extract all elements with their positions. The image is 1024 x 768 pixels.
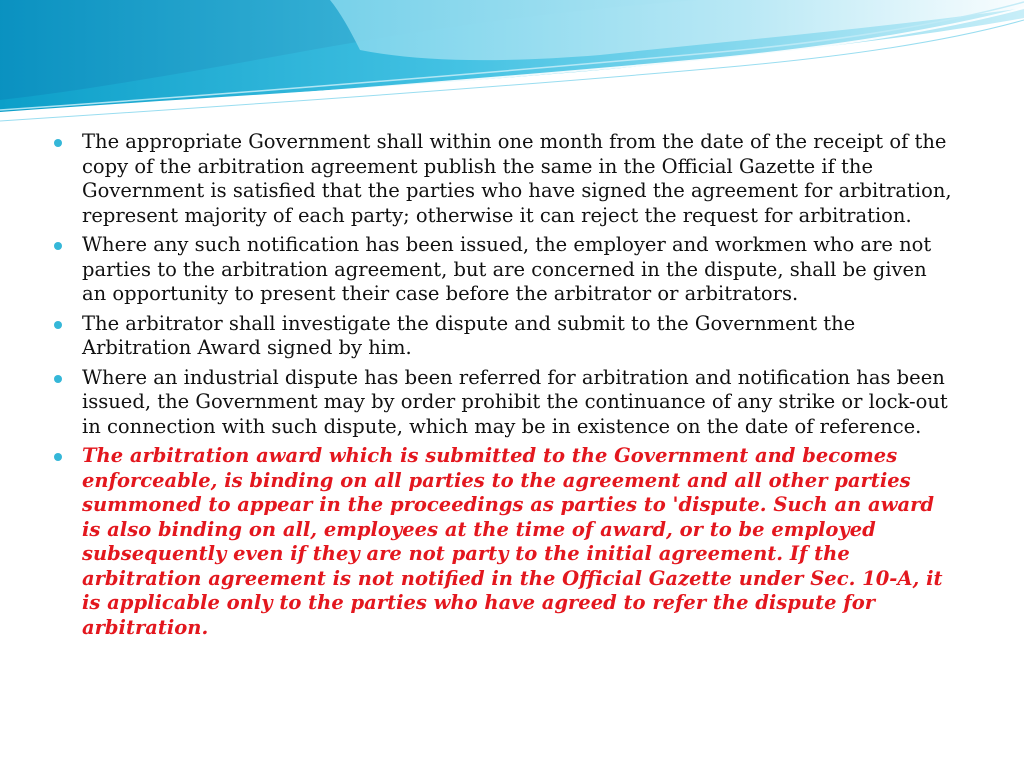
bullet-item	[52, 312, 952, 361]
bullet-item-emphasis	[52, 444, 952, 640]
bullet-dot-icon	[54, 242, 62, 250]
bullet-dot-icon	[54, 139, 62, 147]
bullet-item	[52, 233, 952, 307]
bullet-text: Where any such notification has been issued, the employer and workmen who are not parties to the arbitration agreement, but are concerned in the dispute, shall be given an opportunity to present their case before the arbitrator or arbitrators.	[82, 233, 932, 305]
bullet-text: The arbitrator shall investigate the dispute and submit to the Government the Arbitration Award signed by him.	[82, 311, 856, 359]
bullet-text: Where an industrial dispute has been referred for arbitration and notification has been issued, the Government may by order prohibit the continuance of any strike or lock-out in connection with such dispute, which may be in existence on the date of reference.	[82, 365, 948, 438]
bullet-item	[52, 366, 952, 440]
bullet-dot-icon	[54, 375, 62, 383]
bullet-dot-icon	[54, 453, 62, 461]
bullet-item	[52, 130, 952, 228]
wave-header-decoration	[0, 0, 1024, 130]
bullet-dot-icon	[54, 321, 62, 329]
bullet-list	[52, 130, 952, 645]
bullet-text: The appropriate Government shall within one month from the date of the receipt of the copy of the arbitration agreement publish the same in the Official Gazette if the Government is satisfied that the parties who have signed the agreement for arbitration, represent majority of each party; otherwise it can reject the request for arbitration.	[82, 130, 952, 227]
bullet-text-emphasis: The arbitration award which is submitted to the Government and becomes enforceable, is binding on all parties to the agreement and all other parties summoned to appear in the proceedings as parties to 'dispute. Such an award is also binding on all, employees at the time of award, or to be employed subsequently even if they are not party to the initial agreement. If the arbitration agreement is not notified in the Official Gazette under Sec. 10-A, it is applicable only to the parties who have agreed to refer the dispute for arbitration.	[82, 444, 943, 639]
